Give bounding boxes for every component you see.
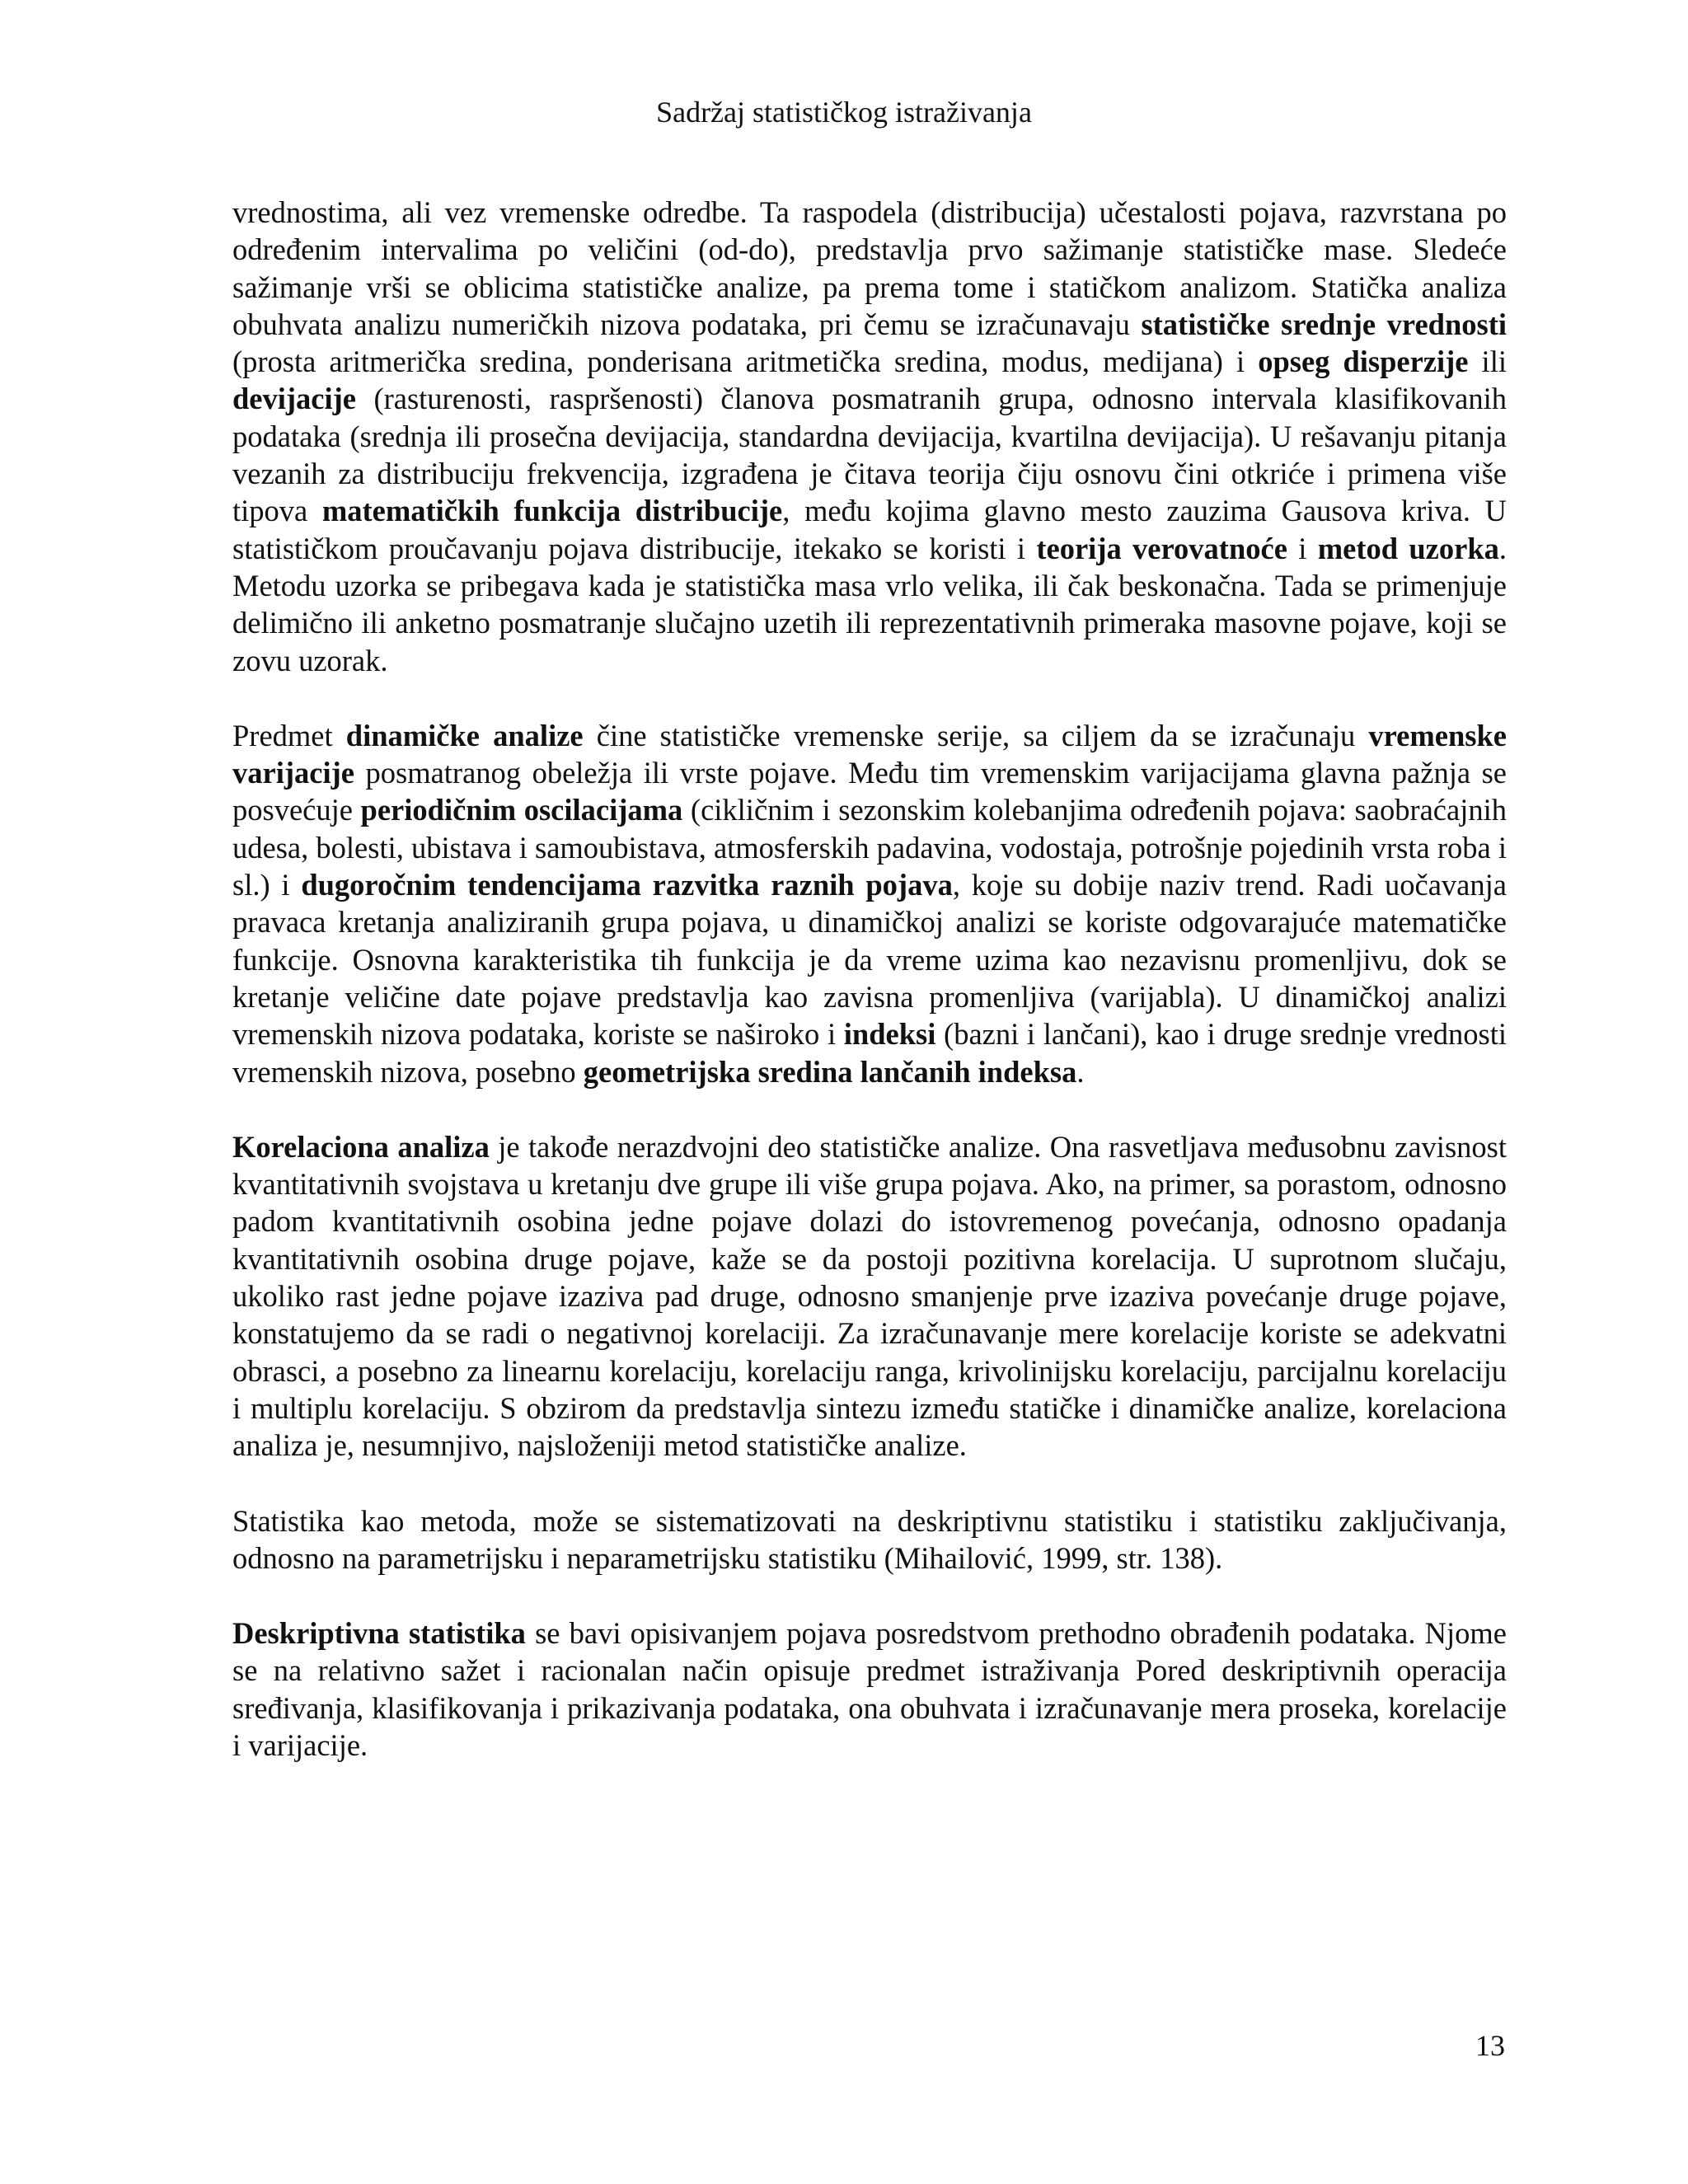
body-text bbox=[232, 194, 1507, 1802]
text-run: (bazni i lančani), kao i druge srednje vrednosti vremenskih nizova, posebno bbox=[232, 1017, 1507, 1089]
text-run: . Metodu uzorka se pribegava kada je statistička masa vrlo velika, ili čak beskonačna. Tada se primenjuje delimično ili anketno posmatranje slučajno uzetih ili reprezentativnih primeraka masovne pojave, koji se zovu uzorak. bbox=[232, 531, 1507, 677]
bold-term: devijacije bbox=[232, 382, 356, 416]
bold-term: Korelaciona analiza bbox=[232, 1129, 490, 1164]
bold-term: metod uzorka bbox=[1317, 531, 1499, 565]
running-header: Sadržaj statističkog istraživanja bbox=[656, 96, 1032, 129]
page-number: 13 bbox=[1475, 2029, 1505, 2062]
text-run: . bbox=[1076, 1054, 1085, 1089]
text-run: čine statističke vremenske serije, sa ciljem da se izračunaju bbox=[583, 718, 1369, 752]
text-run: (rasturenosti, raspršenosti) članova posmatranih grupa, odnosno intervala klasifikovanih podataka (srednja ili prosečna devijacija, standardna devijacija, kvartilna devijacija). U rešavanju pitanja vezanih za distribuciju frekvencija, izgrađena je čitava teorija čiju osnovu čini otkriće i primena više tipova bbox=[232, 382, 1507, 528]
bold-term: vremenske varijacije bbox=[232, 718, 1507, 790]
bold-term: indeksi bbox=[843, 1017, 936, 1052]
text-run: vrednostima, ali vez vremenske odredbe. Ta raspodela (distribucija) učestalosti pojava, razvrstana po određenim intervalima po veličini (od-do), predstavlja prvo sažimanje statističke mase. Sledeće sažimanje vrši se oblicima statističke analize, pa prema tome i statičkom analizom. Statička analiza obuhvata analizu numeričkih nizova podataka, pri čemu se izračunavaju bbox=[232, 195, 1507, 341]
bold-term: matematičkih funkcija distribucije bbox=[321, 494, 783, 528]
bold-term: Deskriptivna statistika bbox=[232, 1616, 526, 1651]
text-run: ili bbox=[1468, 344, 1507, 379]
text-run: Statistika kao metoda, može se sistematizovati na deskriptivnu statistiku i statistiku zaključivanja, odnosno na parametrijsku i neparametrijsku statistiku (Mihailović, 1999, str. 138). bbox=[232, 1503, 1507, 1575]
bold-term: dugoročnim tendencijama razvitka raznih pojava bbox=[301, 868, 953, 902]
paragraph-correlation-analysis bbox=[232, 1128, 1507, 1465]
paragraph-statistics-method bbox=[232, 1502, 1507, 1577]
bold-term: geometrijska sredina lančanih indeksa bbox=[583, 1054, 1077, 1089]
text-run: posmatranog obeležja ili vrste pojave. Među tim vremenskim varijacijama glavna pažnja se posvećuje bbox=[232, 756, 1507, 827]
paragraph-statical-analysis bbox=[232, 194, 1507, 679]
text-run: Predmet bbox=[232, 718, 346, 752]
bold-term: statističke srednje vrednosti bbox=[1141, 307, 1507, 341]
text-run: , koje su dobije naziv trend. Radi uočavanja pravaca kretanja analiziranih grupa pojava, u dinamičkoj analizi se koriste odgovarajuće matematičke funkcije. Osnovna karakteristika tih funkcija je da vreme uzima kao nezavisnu promenljivu, dok se kretanje veličine date pojave predstavlja kao zavisna promenljiva (varijabla). U dinamičkoj analizi vremenskih nizova podataka, koriste se naširoko i bbox=[232, 868, 1507, 1052]
text-run: (cikličnim i sezonskim kolebanjima određenih pojava: saobraćajnih udesa, bolesti, ubistava i samoubistava, atmosferskih padavina, vodostaja, potrošnje pojedinih vrsta roba i sl.) i bbox=[232, 793, 1507, 902]
text-run: (prosta aritmerička sredina, ponderisana aritmetička sredina, modus, medijana) i bbox=[232, 344, 1259, 379]
bold-term: periodičnim oscilacijama bbox=[360, 793, 683, 827]
text-run: se bavi opisivanjem pojava posredstvom prethodno obrađenih podataka. Njome se na relativno sažet i racionalan način opisuje predmet istraživanja Pored deskriptivnih operacija sređivanja, klasifikovanja i prikazivanja podataka, ona obuhvata i izračunavanje mera proseka, korelacije i varijacije. bbox=[232, 1616, 1507, 1762]
text-run: i bbox=[1287, 531, 1318, 565]
bold-term: opseg disperzije bbox=[1258, 344, 1469, 379]
text-run: je takođe nerazdvojni deo statističke analize. Ona rasvetljava međusobnu zavisnost kvantitativnih svojstava u kretanju dve grupe ili više grupa pojava. Ako, na primer, sa porastom, odnosno padom kvantitativnih osobina jedne pojave dolazi do istovremenog povećanja, odnosno opadanja kvantitativnih osobina druge pojave, kaže se da postoji pozitivna korelacija. U suprotnom slučaju, ukoliko rast jedne pojave izaziva pad druge, odnosno smanjenje prve izaziva povećanje druge pojave, konstatujemo da se radi o negativnoj korelaciji. Za izračunavanje mere korelacije koriste se adekvatni obrasci, a posebno za linearnu korelaciju, korelaciju ranga, krivolinijsku korelaciju, parcijalnu korelaciju i multiplu korelaciju. S obzirom da predstavlja sintezu između statičke i dinamičke analize, korelaciona analiza je, nesumnjivo, najsloženiji metod statističke analize. bbox=[232, 1129, 1507, 1463]
paragraph-descriptive-statistics bbox=[232, 1615, 1507, 1764]
text-run: , među kojima glavno mesto zauzima Gausova kriva. U statističkom proučavanju pojava distribucije, itekako se koristi i bbox=[232, 494, 1507, 565]
paragraph-dynamic-analysis bbox=[232, 717, 1507, 1090]
bold-term: dinamičke analize bbox=[345, 718, 584, 752]
bold-term: teorija verovatnoće bbox=[1036, 531, 1287, 565]
